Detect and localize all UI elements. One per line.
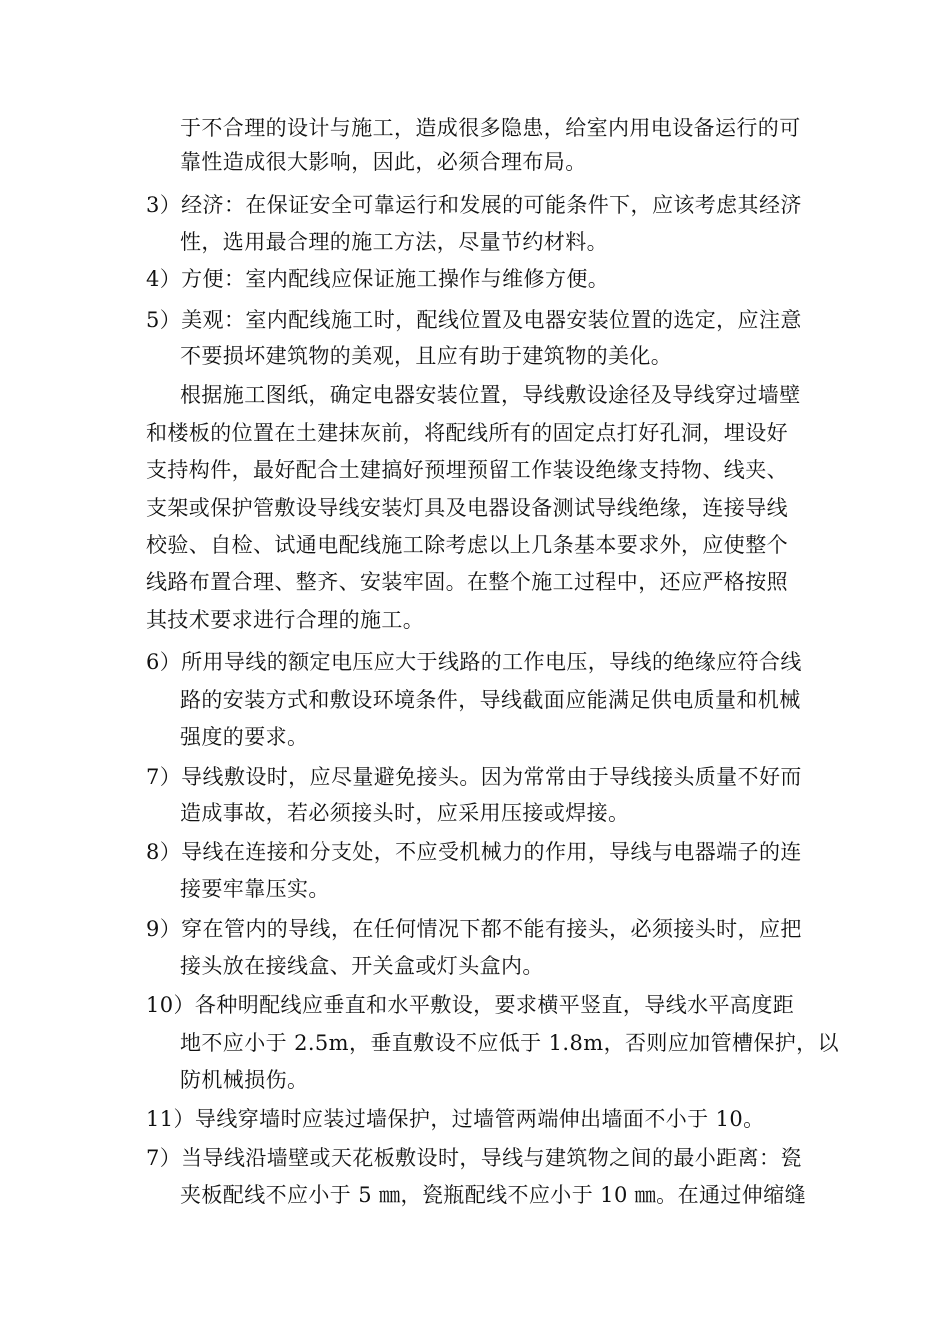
paragraph-line: 和楼板的位置在土建抹灰前，将配线所有的固定点打好孔洞，埋设好 [146, 421, 788, 445]
text-line: 靠性造成很大影响，因此，必须合理布局。 [180, 150, 587, 174]
list-item-8: 8）导线在连接和分支处，不应受机械力的作用，导线与电器端子的连 [146, 840, 802, 864]
text-line: 于不合理的设计与施工，造成很多隐患，给室内用电设备运行的可 [180, 116, 801, 140]
list-item-9: 9）穿在管内的导线，在任何情况下都不能有接头，必须接头时，应把 [146, 917, 802, 941]
text-line: 性，选用最合理的施工方法，尽量节约材料。 [180, 230, 608, 254]
list-item-5: 5）美观：室内配线施工时，配线位置及电器安装位置的选定，应注意 [146, 308, 802, 332]
list-item-7: 7）导线敷设时，应尽量避免接头。因为常常由于导线接头质量不好而 [146, 765, 802, 789]
paragraph-line: 线路布置合理、整齐、安装牢固。在整个施工过程中，还应严格按照 [146, 570, 788, 594]
list-item-7b: 7）当导线沿墙壁或天花板敷设时，导线与建筑物之间的最小距离：瓷 [146, 1146, 802, 1170]
text-line: 夹板配线不应小于 5 ㎜，瓷瓶配线不应小于 10 ㎜。在通过伸缩缝 [180, 1183, 806, 1207]
paragraph-line: 根据施工图纸，确定电器安装位置，导线敷设途径及导线穿过墙壁 [180, 383, 801, 407]
paragraph-line: 其技术要求进行合理的施工。 [146, 608, 425, 632]
list-item-3: 3）经济：在保证安全可靠运行和发展的可能条件下，应该考虑其经济 [146, 193, 802, 217]
text-line: 地不应小于 2.5m，垂直敷设不应低于 1.8m，否则应加管槽保护，以 [180, 1031, 839, 1055]
paragraph-line: 支持构件，最好配合土建搞好预埋预留工作装设绝缘支持物、线夹、 [146, 458, 788, 482]
text-line: 不要损坏建筑物的美观，且应有助于建筑物的美化。 [180, 344, 673, 368]
text-line: 造成事故，若必须接头时，应采用压接或焊接。 [180, 801, 630, 825]
text-line: 接要牢靠压实。 [180, 877, 330, 901]
paragraph-line: 支架或保护管敷设导线安装灯具及电器设备测试导线绝缘，连接导线 [146, 496, 788, 520]
list-item-10: 10）各种明配线应垂直和水平敷设，要求横平竖直，导线水平高度距 [146, 993, 795, 1017]
text-line: 接头放在接线盒、开关盒或灯头盒内。 [180, 954, 544, 978]
text-line: 防机械损伤。 [180, 1068, 309, 1092]
text-line: 路的安装方式和敷设环境条件，导线截面应能满足供电质量和机械 [180, 688, 801, 712]
list-item-4: 4）方便：室内配线应保证施工操作与维修方便。 [146, 267, 610, 291]
paragraph-line: 校验、自检、试通电配线施工除考虑以上几条基本要求外，应使整个 [146, 533, 788, 557]
text-line: 强度的要求。 [180, 725, 309, 749]
list-item-11: 11）导线穿墙时应装过墙保护，过墙管两端伸出墙面不小于 10。 [146, 1107, 765, 1131]
list-item-6: 6）所用导线的额定电压应大于线路的工作电压，导线的绝缘应符合线 [146, 650, 802, 674]
